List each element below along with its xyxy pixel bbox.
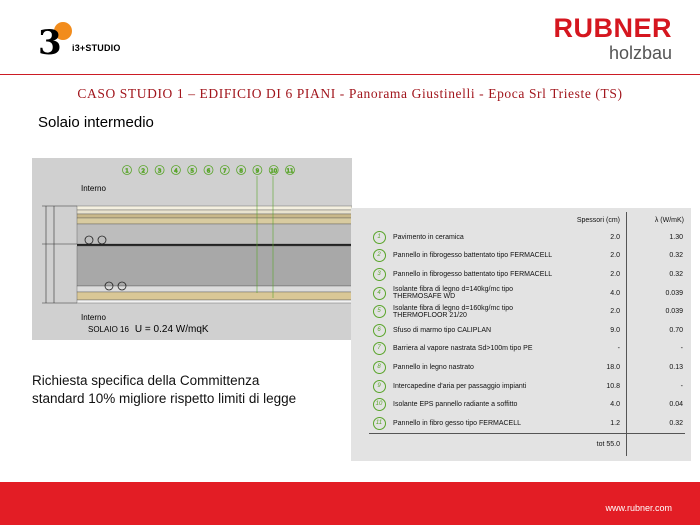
row-thickness: 4.0 — [560, 395, 627, 414]
layer-marker-label: 1 — [125, 168, 129, 175]
row-number — [369, 321, 389, 340]
row-number-badge: 8 — [373, 361, 386, 374]
row-number-badge: 3 — [373, 268, 386, 281]
table-total-row — [369, 433, 685, 456]
row-number-badge: 4 — [373, 287, 386, 300]
layer-marker-label: 10 — [270, 168, 278, 175]
i3-studio-logo — [38, 18, 138, 58]
row-lambda: 0.32 — [669, 270, 683, 278]
u-value-label — [88, 324, 209, 335]
row-lambda: - — [680, 382, 683, 390]
row-lambda: 0.13 — [669, 363, 683, 371]
section-title: Solaio intermedio — [38, 114, 154, 131]
row-description: Pannello in fibrogesso battentato tipo FERMACELL — [393, 270, 553, 278]
row-number — [369, 358, 389, 377]
row-number — [369, 247, 389, 266]
floor-section-drawing — [32, 158, 352, 340]
header-divider — [0, 74, 700, 75]
row-description: Isolante fibra di legno d=160kg/mc tipo THERMOFLOOR 21/20 — [393, 304, 514, 319]
row-lambda: 0.70 — [669, 326, 683, 334]
layer-marker-label: 7 — [223, 168, 227, 175]
row-number — [369, 265, 389, 284]
row-thickness: 18.0 — [560, 358, 627, 377]
layer-marker-label: 8 — [239, 168, 243, 175]
layer-marker-label: 3 — [157, 168, 162, 175]
row-number-badge: 10 — [373, 398, 386, 411]
table-row — [369, 340, 685, 359]
row-thickness: 1.2 — [560, 414, 627, 433]
layer-marker-label: 6 — [206, 168, 211, 175]
row-number — [369, 302, 389, 321]
section-drawing-graphic — [32, 158, 352, 340]
table-row — [369, 284, 685, 303]
row-thickness: 2.0 — [560, 302, 627, 321]
table-row — [369, 395, 685, 414]
table-row — [369, 228, 685, 247]
row-thickness: 2.0 — [560, 247, 627, 266]
row-lambda: - — [680, 345, 683, 353]
table-row — [369, 321, 685, 340]
row-description: Barriera al vapore nastrata Sd>100m tipo PE — [393, 345, 533, 353]
row-number-badge: 5 — [373, 305, 386, 318]
footer-url[interactable]: www.rubner.com — [605, 503, 672, 513]
row-number — [369, 284, 389, 303]
layer-marker-label: 5 — [190, 168, 194, 175]
table-row — [369, 247, 685, 266]
row-number-badge: 2 — [373, 249, 386, 262]
row-description: Isolante EPS pannello radiante a soffitto — [393, 401, 518, 409]
row-description: Sfuso di marmo tipo CALIPLAN — [393, 326, 492, 334]
row-thickness: 2.0 — [560, 228, 627, 247]
row-number — [369, 414, 389, 433]
layers-table — [369, 212, 685, 456]
col-header-lambda: λ (W/mK) — [654, 216, 684, 224]
row-number-badge: 9 — [373, 380, 386, 393]
row-number — [369, 228, 389, 247]
footer-bar — [0, 482, 700, 525]
row-description: Isolante fibra di legno d=140kg/mc tipo THERMOSAFE WD — [393, 286, 514, 301]
row-number-badge: 6 — [373, 324, 386, 337]
layer-marker-label: 11 — [286, 168, 294, 175]
row-thickness: - — [560, 340, 627, 359]
rubner-logo-name: RUBNER — [553, 13, 672, 43]
row-thickness: 9.0 — [560, 321, 627, 340]
u-value: U = 0.24 W/mqK — [134, 324, 209, 335]
row-description: Intercapedine d'aria per passaggio impianti — [393, 382, 527, 390]
row-number-badge: 7 — [373, 342, 386, 355]
layers-table-panel — [351, 208, 691, 461]
layer-marker-label: 2 — [141, 168, 146, 175]
row-number — [369, 340, 389, 359]
row-thickness: 2.0 — [560, 265, 627, 284]
row-lambda: 0.039 — [665, 308, 683, 316]
table-row — [369, 414, 685, 433]
drawing-label-bottom: Interno — [81, 313, 106, 322]
row-lambda: 0.039 — [665, 289, 683, 297]
layer-marker-label: 9 — [255, 168, 260, 175]
row-lambda: 0.32 — [669, 419, 683, 427]
rubner-logo-sub: holzbau — [608, 43, 672, 63]
table-row — [369, 377, 685, 396]
row-lambda: 0.04 — [669, 401, 683, 409]
col-header-spessori: Spessori (cm) — [560, 212, 627, 228]
row-lambda: 1.30 — [669, 233, 683, 241]
row-lambda: 0.32 — [669, 252, 683, 260]
row-number — [369, 395, 389, 414]
rubner-logo — [553, 14, 672, 63]
row-number-badge: 11 — [373, 417, 386, 430]
row-description: Pavimento in ceramica — [393, 233, 464, 241]
layer-marker-label: 4 — [174, 168, 178, 175]
table-row — [369, 358, 685, 377]
u-solaio-label: SOLAIO 16 — [88, 325, 129, 334]
row-number — [369, 377, 389, 396]
row-number-badge: 1 — [373, 231, 386, 244]
row-description: Pannello in fibrogesso battentato tipo FERMACELL — [393, 252, 553, 260]
drawing-label-top: Interno — [81, 184, 106, 193]
case-study-title: CASO STUDIO 1 – EDIFICIO DI 6 PIANI - Panorama Giustinelli - Epoca Srl Trieste (TS) — [77, 86, 623, 101]
client-requirement-note: Richiesta specifica della Committenza standard 10% migliore rispetto limiti di legge — [32, 373, 297, 406]
i3-logo-text: i3+STUDIO — [72, 43, 121, 53]
row-description: Pannello in legno nastrato — [393, 363, 474, 371]
table-row — [369, 302, 685, 321]
table-row — [369, 265, 685, 284]
row-thickness: 10.8 — [560, 377, 627, 396]
total-thickness: tot 55.0 — [560, 433, 627, 456]
row-description: Pannello in fibro gesso tipo FERMACELL — [393, 419, 522, 427]
svg-text:3: 3 — [38, 23, 62, 58]
row-thickness: 4.0 — [560, 284, 627, 303]
